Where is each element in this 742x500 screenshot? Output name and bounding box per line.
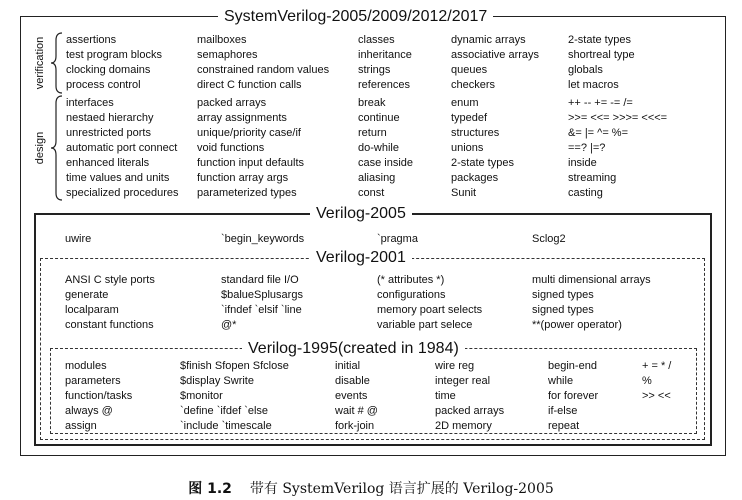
sv-design-item: time values and units	[66, 172, 170, 184]
sv-verification-item: globals	[568, 64, 603, 76]
v1995-items-item: >> <<	[642, 390, 671, 402]
v2001-items-item: configurations	[377, 289, 446, 301]
design-brace	[50, 95, 64, 201]
sv-design-item: packages	[451, 172, 499, 184]
sv-design-item: break	[358, 97, 386, 109]
sv-verification-item: assertions	[66, 34, 117, 46]
v1995-items-item: initial	[335, 360, 361, 372]
v1995-items-item: if-else	[548, 405, 578, 417]
sv-design-item: const	[358, 187, 385, 199]
v2001-items-item: (* attributes *)	[377, 274, 445, 286]
sv-design-item: unions	[451, 142, 484, 154]
sv-design-item: inside	[568, 157, 597, 169]
sv-verification-item: queues	[451, 64, 488, 76]
figure-caption-text: 带有 SystemVerilog 语言扩展的 Verilog-2005	[249, 481, 554, 497]
verilog-2001-title: Verilog-2001	[310, 250, 412, 266]
v1995-items-item: assign	[65, 420, 97, 432]
sv-design-item: automatic port connect	[66, 142, 178, 154]
sv-verification-item: let macros	[568, 79, 619, 91]
v1995-items-item: $finish Sfopen Sfclose	[180, 360, 289, 372]
v2001-items-item: generate	[65, 289, 109, 301]
v1995-items-item: `define `ifdef `else	[180, 405, 269, 417]
sv-design-item: 2-state types	[451, 157, 514, 169]
verilog-2005-title: Verilog-2005	[310, 206, 412, 222]
v2001-items-item: `ifndef `elsif `line	[221, 304, 302, 316]
sv-verification-item: dynamic arrays	[451, 34, 526, 46]
sv-verification-item: shortreal type	[568, 49, 635, 61]
v2001-items-item: variable part selece	[377, 319, 473, 331]
v1995-items-item: parameters	[65, 375, 121, 387]
sv-verification-item: semaphores	[197, 49, 258, 61]
v2001-items-item: memory poart selects	[377, 304, 483, 316]
sv-design-item: unique/priority case/if	[197, 127, 301, 139]
v1995-items-item: packed arrays	[435, 405, 505, 417]
v1995-items-item: disable	[335, 375, 370, 387]
v2001-items-item: standard file I/O	[221, 274, 299, 286]
v2001-items-item: @*	[221, 319, 237, 331]
sv-verification-item: constrained random values	[197, 64, 330, 76]
sv-verification-item: direct C function calls	[197, 79, 302, 91]
v1995-items-item: time	[435, 390, 456, 402]
sv-design-item: function input defaults	[197, 157, 305, 169]
v1995-items-item: for forever	[548, 390, 599, 402]
sv-design-item: nestaed hierarchy	[66, 112, 154, 124]
verilog-1995-title: Verilog-1995(created in 1984)	[242, 341, 465, 357]
v2005-items-item: `begin_keywords	[221, 233, 305, 245]
sv-design-item: ==? |=?	[568, 142, 606, 154]
sv-design-item: enhanced literals	[66, 157, 150, 169]
v1995-items-item: wire reg	[435, 360, 475, 372]
design-label: design	[34, 131, 46, 165]
v1995-items-item: + = * /	[642, 360, 672, 372]
sv-verification-item: process control	[66, 79, 141, 91]
sv-design-item: &= |= ^= %=	[568, 127, 629, 139]
v1995-items-item: wait # @	[335, 405, 378, 417]
sv-design-item: array assignments	[197, 112, 287, 124]
v1995-items-item: function/tasks	[65, 390, 133, 402]
v2005-items-item: uwire	[65, 233, 92, 245]
sv-verification-item: clocking domains	[66, 64, 151, 76]
sv-design-item: aliasing	[358, 172, 396, 184]
sv-verification-item: classes	[358, 34, 395, 46]
sv-design-item: streaming	[568, 172, 617, 184]
v2001-items-item: constant functions	[65, 319, 154, 331]
sv-design-item: structures	[451, 127, 500, 139]
sv-design-item: enum	[451, 97, 479, 109]
sv-design-item: unrestricted ports	[66, 127, 151, 139]
figure-caption	[0, 478, 742, 498]
v1995-items-item: repeat	[548, 420, 580, 432]
verification-label: verification	[34, 36, 46, 90]
v1995-items-item: while	[548, 375, 574, 387]
v2001-items-item: localparam	[65, 304, 119, 316]
sv-verification-item: mailboxes	[197, 34, 247, 46]
v1995-items-item: integer real	[435, 375, 491, 387]
sv-design-item: casting	[568, 187, 603, 199]
v1995-items-item: $display Swrite	[180, 375, 254, 387]
sv-verification-item: 2-state types	[568, 34, 631, 46]
v2001-items-item: multi dimensional arrays	[532, 274, 651, 286]
v2001-items-item: signed types	[532, 304, 594, 316]
sv-design-item: specialized procedures	[66, 187, 179, 199]
systemverilog-title: SystemVerilog-2005/2009/2012/2017	[218, 9, 493, 25]
sv-verification-item: test program blocks	[66, 49, 162, 61]
v2005-items-item: `pragma	[377, 233, 418, 245]
v1995-items-item: always @	[65, 405, 113, 417]
sv-design-item: typedef	[451, 112, 488, 124]
sv-verification-item: checkers	[451, 79, 496, 91]
v2001-items-item: $balueSplusargs	[221, 289, 303, 301]
sv-verification-item: associative arrays	[451, 49, 540, 61]
sv-design-item: ++ -- += -= /=	[568, 97, 633, 109]
figure-number: 图 1.2	[188, 481, 232, 497]
sv-design-item: Sunit	[451, 187, 477, 199]
v1995-items-item: %	[642, 375, 652, 387]
v1995-items-item: events	[335, 390, 368, 402]
sv-design-item: do-while	[358, 142, 399, 154]
v1995-items-item: `include `timescale	[180, 420, 272, 432]
sv-design-item: interfaces	[66, 97, 114, 109]
sv-design-item: return	[358, 127, 387, 139]
sv-design-item: parameterized types	[197, 187, 297, 199]
sv-verification-item: inheritance	[358, 49, 412, 61]
sv-verification-item: strings	[358, 64, 391, 76]
sv-design-item: case inside	[358, 157, 414, 169]
v2005-items-item: Sclog2	[532, 233, 566, 245]
v2001-items-item: signed types	[532, 289, 594, 301]
v2001-items-item: **(power operator)	[532, 319, 622, 331]
v1995-items-item: 2D memory	[435, 420, 492, 432]
v1995-items-item: $monitor	[180, 390, 223, 402]
verification-brace	[50, 32, 64, 94]
sv-verification-item: references	[358, 79, 410, 91]
sv-design-item: packed arrays	[197, 97, 267, 109]
v2001-items-item: ANSI C style ports	[65, 274, 155, 286]
sv-design-item: >>= <<= >>>= <<<=	[568, 112, 668, 124]
v1995-items-item: begin-end	[548, 360, 597, 372]
sv-design-item: continue	[358, 112, 400, 124]
v1995-items-item: fork-join	[335, 420, 375, 432]
sv-design-item: function array args	[197, 172, 289, 184]
sv-design-item: void functions	[197, 142, 265, 154]
v1995-items-item: modules	[65, 360, 107, 372]
